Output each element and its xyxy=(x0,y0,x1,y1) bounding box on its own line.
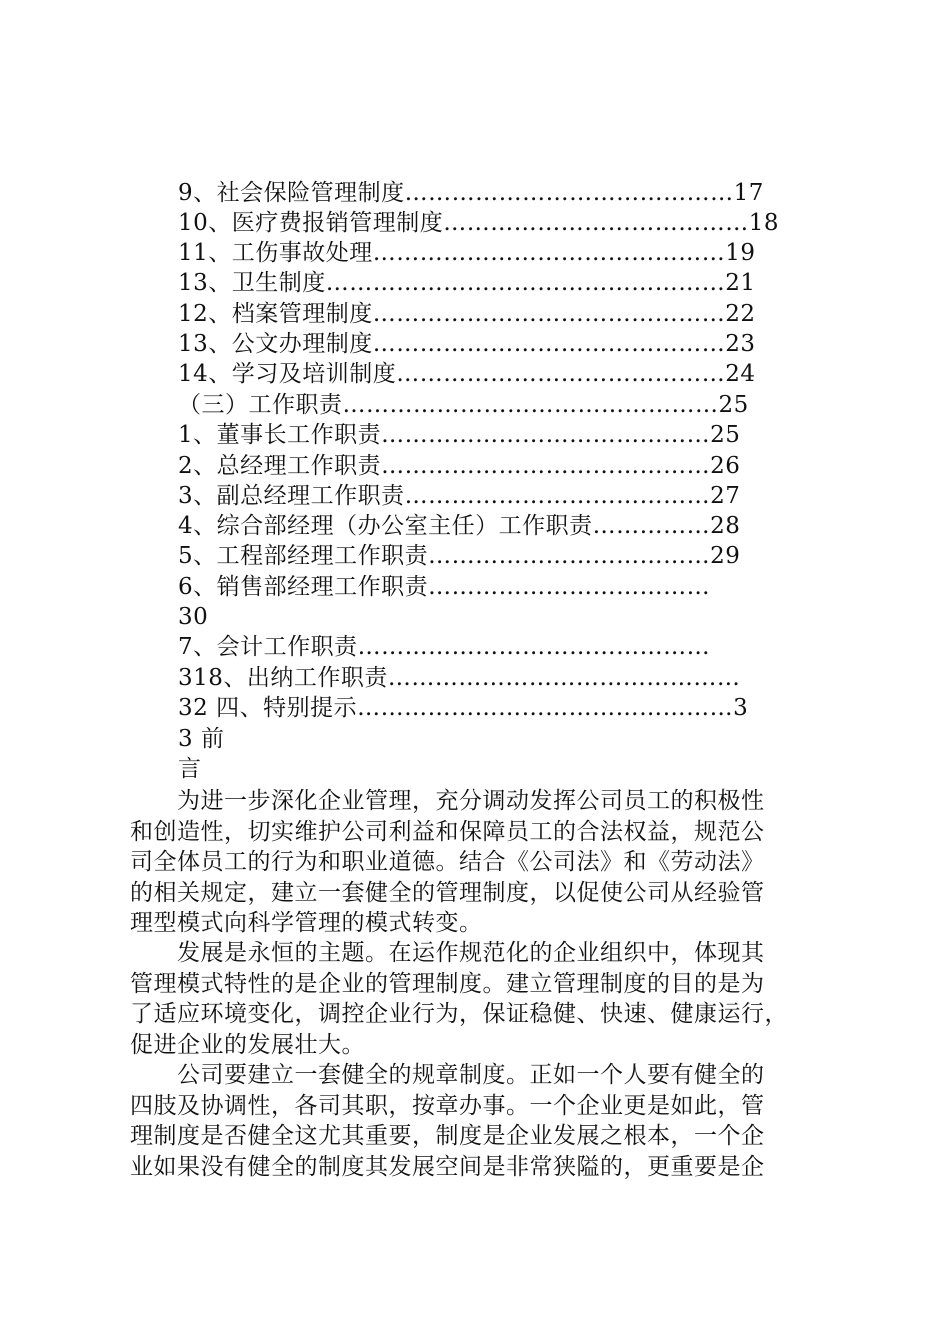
toc-line: 3 前 xyxy=(178,726,225,752)
toc-line: 30 xyxy=(178,604,209,630)
body-line: 司全体员工的行为和职业道德。结合《公司法》和《劳动法》 xyxy=(130,849,765,875)
body-line: 四肢及协调性，各司其职，按章办事。一个企业更是如此，管 xyxy=(130,1093,765,1119)
toc-line: 12、档案管理制度………………………………………22 xyxy=(178,301,756,327)
body-line: 业如果没有健全的制度其发展空间是非常狭隘的，更重要是企 xyxy=(130,1154,765,1180)
body-line: 公司要建立一套健全的规章制度。正如一个人要有健全的 xyxy=(130,1062,765,1088)
toc-section-heading: （三）工作职责…………………………………………25 xyxy=(178,392,749,418)
body-line: 的相关规定，建立一套健全的管理制度，以促使公司从经验管 xyxy=(130,880,765,906)
toc-line: 13、卫生制度……………………………………………21 xyxy=(178,270,756,296)
toc-line: 14、学习及培训制度……………………………………24 xyxy=(178,361,756,387)
body-line: 促进企业的发展壮大。 xyxy=(130,1032,365,1058)
toc-line: 6、销售部经理工作职责……………………………… xyxy=(178,574,711,600)
body-line: 发展是永恒的主题。在运作规范化的企业组织中，体现其 xyxy=(130,940,765,966)
toc-line: 318、出纳工作职责……………………………………… xyxy=(178,665,741,691)
toc-line: 3、副总经理工作职责…………………………………27 xyxy=(178,483,741,509)
body-line: 理型模式向科学管理的模式转变。 xyxy=(130,910,483,936)
toc-line: 13、公文办理制度………………………………………23 xyxy=(178,331,756,357)
body-line: 和创造性，切实维护公司利益和保障员工的合法权益，规范公 xyxy=(130,819,765,845)
body-line: 管理模式特性的是企业的管理制度。建立管理制度的目的是为 xyxy=(130,971,765,997)
toc-line: 5、工程部经理工作职责………………………………29 xyxy=(178,543,741,569)
toc-line: 32 四、特别提示…………………………………………3 xyxy=(178,695,749,721)
toc-line: 9、社会保险管理制度……………………………………17 xyxy=(178,180,764,206)
toc-line: 11、工伤事故处理………………………………………19 xyxy=(178,240,756,266)
preface-heading: 言 xyxy=(178,756,202,782)
toc-line: 4、综合部经理（办公室主任）工作职责……………28 xyxy=(178,513,741,539)
toc-line: 2、总经理工作职责……………………………………26 xyxy=(178,453,741,479)
body-line: 为进一步深化企业管理，充分调动发挥公司员工的积极性 xyxy=(130,788,765,814)
toc-line: 10、医疗费报销管理制度…………………………………18 xyxy=(178,210,780,236)
toc-line: 1、董事长工作职责……………………………………25 xyxy=(178,422,741,448)
toc-line: 7、会计工作职责……………………………………… xyxy=(178,634,711,660)
body-line: 理制度是否健全这尤其重要，制度是企业发展之根本，一个企 xyxy=(130,1123,765,1149)
body-line: 了适应环境变化，调控企业行为，保证稳健、快速、健康运行， xyxy=(130,1001,788,1027)
